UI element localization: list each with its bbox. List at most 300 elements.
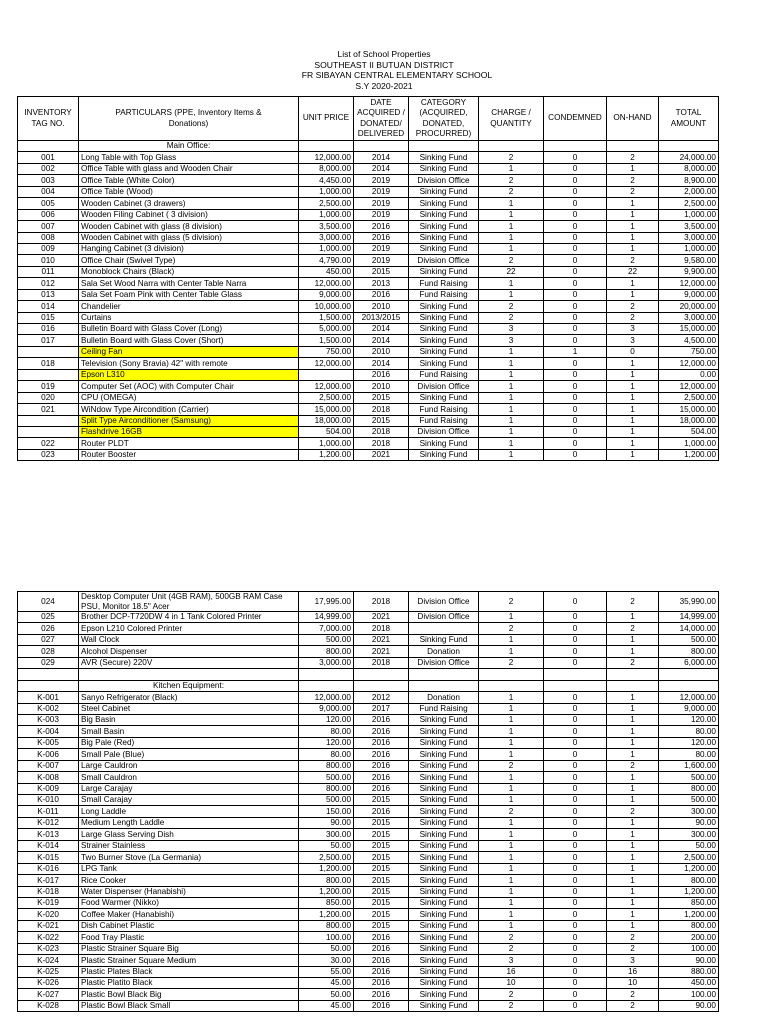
onhand-cell: 2 bbox=[607, 301, 659, 312]
tag-cell: K-027 bbox=[18, 989, 79, 1000]
date-cell: 2016 bbox=[354, 726, 409, 737]
particulars-cell: Wooden Cabinet with glass (8 division) bbox=[79, 221, 299, 232]
condemned-cell: 0 bbox=[544, 381, 607, 392]
unit-price-cell: 3,000.00 bbox=[299, 657, 354, 668]
unit-price-cell: 12,000.00 bbox=[299, 358, 354, 369]
particulars-cell: Steel Cabinet bbox=[79, 703, 299, 714]
tag-cell: K-011 bbox=[18, 806, 79, 817]
table-row bbox=[18, 289, 719, 300]
tag-cell: 005 bbox=[18, 198, 79, 209]
category-cell: Sinking Fund bbox=[409, 358, 479, 369]
date-cell: 2016 bbox=[354, 989, 409, 1000]
total-amount-cell: 300.00 bbox=[659, 806, 719, 817]
particulars-cell: Hanging Cabinet (3 division) bbox=[79, 243, 299, 254]
tag-cell: 008 bbox=[18, 232, 79, 243]
particulars-cell: Alcohol Dispenser bbox=[79, 646, 299, 657]
onhand-cell: 1 bbox=[607, 829, 659, 840]
unit-price-cell: 4,790.00 bbox=[299, 255, 354, 266]
date-cell: 2018 bbox=[354, 592, 409, 612]
total-amount-cell: 8,900.00 bbox=[659, 175, 719, 186]
quantity-cell: 1 bbox=[479, 289, 544, 300]
total-amount-cell: 90.00 bbox=[659, 1000, 719, 1011]
condemned-cell: 0 bbox=[544, 760, 607, 771]
date-cell: 2019 bbox=[354, 243, 409, 254]
particulars-cell: Plastic Plates Black bbox=[79, 966, 299, 977]
total-amount-cell: 50.00 bbox=[659, 840, 719, 851]
onhand-cell: 1 bbox=[607, 243, 659, 254]
condemned-cell: 0 bbox=[544, 243, 607, 254]
total-amount-cell: 800.00 bbox=[659, 875, 719, 886]
onhand-cell: 3 bbox=[607, 324, 659, 335]
category-cell: Sinking Fund bbox=[409, 243, 479, 254]
onhand-cell: 2 bbox=[607, 592, 659, 612]
table-row bbox=[18, 692, 719, 703]
condemned-cell: 0 bbox=[544, 358, 607, 369]
total-amount-cell: 90.00 bbox=[659, 955, 719, 966]
date-cell: 2019 bbox=[354, 209, 409, 220]
date-cell: 2021 bbox=[354, 449, 409, 460]
date-cell: 2015 bbox=[354, 829, 409, 840]
condemned-cell: 0 bbox=[544, 312, 607, 323]
quantity-cell: 1 bbox=[479, 863, 544, 874]
col-header-charge: CHARGE / QUANTITY bbox=[479, 97, 544, 141]
table-row bbox=[18, 415, 719, 426]
condemned-cell: 0 bbox=[544, 749, 607, 760]
onhand-cell: 1 bbox=[607, 209, 659, 220]
total-amount-cell: 120.00 bbox=[659, 714, 719, 725]
unit-price-cell: 14,999.00 bbox=[299, 612, 354, 623]
particulars-cell: Computer Set (AOC) with Computer Chair bbox=[79, 381, 299, 392]
unit-price-cell: 80.00 bbox=[299, 749, 354, 760]
quantity-cell: 1 bbox=[479, 209, 544, 220]
total-amount-cell: 1,000.00 bbox=[659, 243, 719, 254]
quantity-cell: 2 bbox=[479, 592, 544, 612]
total-amount-cell: 2,500.00 bbox=[659, 852, 719, 863]
total-amount-cell: 20,000.00 bbox=[659, 301, 719, 312]
date-cell: 2016 bbox=[354, 760, 409, 771]
table-row bbox=[18, 897, 719, 908]
unit-price-cell: 18,000.00 bbox=[299, 415, 354, 426]
table-row bbox=[18, 920, 719, 931]
total-amount-cell: 1,000.00 bbox=[659, 438, 719, 449]
onhand-cell: 1 bbox=[607, 646, 659, 657]
category-cell: Sinking Fund bbox=[409, 266, 479, 277]
total-amount-cell: 800.00 bbox=[659, 783, 719, 794]
tag-cell: 024 bbox=[18, 592, 79, 612]
onhand-cell: 1 bbox=[607, 920, 659, 931]
table-row bbox=[18, 829, 719, 840]
category-cell: Fund Raising bbox=[409, 415, 479, 426]
particulars-cell: Large Cauldron bbox=[79, 760, 299, 771]
condemned-cell: 0 bbox=[544, 955, 607, 966]
tag-cell: 007 bbox=[18, 221, 79, 232]
category-cell: Sinking Fund bbox=[409, 1000, 479, 1011]
tag-cell: K-024 bbox=[18, 955, 79, 966]
table-row bbox=[18, 646, 719, 657]
unit-price-cell: 800.00 bbox=[299, 875, 354, 886]
date-cell: 2016 bbox=[354, 806, 409, 817]
particulars-cell: Epson L310 bbox=[79, 369, 299, 380]
tag-cell: K-018 bbox=[18, 886, 79, 897]
quantity-cell: 16 bbox=[479, 966, 544, 977]
quantity-cell: 1 bbox=[479, 198, 544, 209]
unit-price-cell: 500.00 bbox=[299, 772, 354, 783]
unit-price-cell: 12,000.00 bbox=[299, 692, 354, 703]
total-amount-cell: 6,000.00 bbox=[659, 657, 719, 668]
onhand-cell: 1 bbox=[607, 772, 659, 783]
category-cell: Division Office bbox=[409, 175, 479, 186]
total-amount-cell: 100.00 bbox=[659, 989, 719, 1000]
tag-cell: K-026 bbox=[18, 978, 79, 989]
quantity-cell: 1 bbox=[479, 278, 544, 289]
particulars-cell: Big Pale (Red) bbox=[79, 737, 299, 748]
condemned-cell: 0 bbox=[544, 703, 607, 714]
condemned-cell: 0 bbox=[544, 978, 607, 989]
total-amount-cell: 9,580.00 bbox=[659, 255, 719, 266]
onhand-cell: 16 bbox=[607, 966, 659, 977]
quantity-cell: 1 bbox=[479, 243, 544, 254]
onhand-cell: 2 bbox=[607, 657, 659, 668]
quantity-cell: 22 bbox=[479, 266, 544, 277]
unit-price-cell: 1,200.00 bbox=[299, 863, 354, 874]
particulars-cell: Wall Clock bbox=[79, 634, 299, 645]
col-header-unit-price: UNIT PRICE bbox=[299, 97, 354, 141]
total-amount-cell: 2,000.00 bbox=[659, 186, 719, 197]
particulars-cell: Monoblock Chairs (Black) bbox=[79, 266, 299, 277]
category-cell: Sinking Fund bbox=[409, 772, 479, 783]
date-cell: 2016 bbox=[354, 932, 409, 943]
unit-price-cell: 120.00 bbox=[299, 737, 354, 748]
category-cell: Sinking Fund bbox=[409, 163, 479, 174]
table-row bbox=[18, 863, 719, 874]
total-amount-cell: 500.00 bbox=[659, 634, 719, 645]
quantity-cell: 1 bbox=[479, 415, 544, 426]
total-amount-cell: 2,500.00 bbox=[659, 198, 719, 209]
total-amount-cell: 1,200.00 bbox=[659, 449, 719, 460]
total-amount-cell: 100.00 bbox=[659, 943, 719, 954]
total-amount-cell: 35,990.00 bbox=[659, 592, 719, 612]
col-header-date: DATE ACQUIRED / DONATED/ DELIVERED bbox=[354, 97, 409, 141]
category-cell: Sinking Fund bbox=[409, 955, 479, 966]
particulars-cell: Water Dispenser (Hanabishi) bbox=[79, 886, 299, 897]
quantity-cell: 1 bbox=[479, 634, 544, 645]
condemned-cell: 0 bbox=[544, 897, 607, 908]
condemned-cell: 0 bbox=[544, 966, 607, 977]
particulars-cell: Food Warmer (Nikko) bbox=[79, 897, 299, 908]
total-amount-cell: 3,000.00 bbox=[659, 312, 719, 323]
onhand-cell: 2 bbox=[607, 623, 659, 634]
date-cell: 2018 bbox=[354, 404, 409, 415]
particulars-cell: Medium Length Laddle bbox=[79, 817, 299, 828]
tag-cell: K-016 bbox=[18, 863, 79, 874]
tag-cell: 003 bbox=[18, 175, 79, 186]
table-row bbox=[18, 404, 719, 415]
total-amount-cell: 450.00 bbox=[659, 978, 719, 989]
section-row bbox=[18, 141, 719, 152]
category-cell: Sinking Fund bbox=[409, 392, 479, 403]
table-row bbox=[18, 852, 719, 863]
unit-price-cell: 450.00 bbox=[299, 266, 354, 277]
table-row bbox=[18, 840, 719, 851]
quantity-cell: 1 bbox=[479, 817, 544, 828]
unit-price-cell: 150.00 bbox=[299, 806, 354, 817]
particulars-cell: Plastic Platito Black bbox=[79, 978, 299, 989]
unit-price-cell: 1,200.00 bbox=[299, 449, 354, 460]
particulars-cell: Long Laddle bbox=[79, 806, 299, 817]
tag-cell: K-017 bbox=[18, 875, 79, 886]
onhand-cell: 1 bbox=[607, 897, 659, 908]
date-cell: 2016 bbox=[354, 737, 409, 748]
quantity-cell: 10 bbox=[479, 978, 544, 989]
total-amount-cell: 9,000.00 bbox=[659, 289, 719, 300]
tag-cell: 017 bbox=[18, 335, 79, 346]
quantity-cell: 1 bbox=[479, 795, 544, 806]
category-cell: Division Office bbox=[409, 381, 479, 392]
quantity-cell: 1 bbox=[479, 438, 544, 449]
header-title: List of School Properties bbox=[337, 49, 431, 59]
onhand-cell: 2 bbox=[607, 943, 659, 954]
table-header-row bbox=[18, 97, 719, 141]
date-cell: 2016 bbox=[354, 978, 409, 989]
quantity-cell: 2 bbox=[479, 989, 544, 1000]
total-amount-cell: 800.00 bbox=[659, 646, 719, 657]
condemned-cell: 0 bbox=[544, 612, 607, 623]
quantity-cell: 1 bbox=[479, 783, 544, 794]
onhand-cell: 1 bbox=[607, 426, 659, 437]
table-row bbox=[18, 1000, 719, 1011]
onhand-cell: 10 bbox=[607, 978, 659, 989]
table-row bbox=[18, 714, 719, 725]
header-district: SOUTHEAST II BUTUAN DISTRICT bbox=[314, 59, 454, 70]
table-row bbox=[18, 886, 719, 897]
condemned-cell: 0 bbox=[544, 852, 607, 863]
quantity-cell: 1 bbox=[479, 840, 544, 851]
category-cell: Fund Raising bbox=[409, 369, 479, 380]
onhand-cell: 1 bbox=[607, 726, 659, 737]
particulars-cell: Wooden Filing Cabinet ( 3 division) bbox=[79, 209, 299, 220]
quantity-cell: 1 bbox=[479, 369, 544, 380]
table-row bbox=[18, 657, 719, 668]
onhand-cell: 1 bbox=[607, 221, 659, 232]
condemned-cell: 0 bbox=[544, 909, 607, 920]
tag-cell: K-010 bbox=[18, 795, 79, 806]
unit-price-cell: 800.00 bbox=[299, 783, 354, 794]
particulars-cell: Split Type Airconditioner (Samsung) bbox=[79, 415, 299, 426]
tag-cell bbox=[18, 426, 79, 437]
table-row bbox=[18, 989, 719, 1000]
tag-cell: K-001 bbox=[18, 692, 79, 703]
tag-cell: 001 bbox=[18, 152, 79, 163]
tag-cell: K-007 bbox=[18, 760, 79, 771]
unit-price-cell: 300.00 bbox=[299, 829, 354, 840]
category-cell: Donation bbox=[409, 692, 479, 703]
date-cell: 2015 bbox=[354, 920, 409, 931]
onhand-cell: 1 bbox=[607, 289, 659, 300]
particulars-cell: Long Table with Top Glass bbox=[79, 152, 299, 163]
category-cell: Sinking Fund bbox=[409, 312, 479, 323]
condemned-cell: 0 bbox=[544, 221, 607, 232]
condemned-cell: 0 bbox=[544, 692, 607, 703]
unit-price-cell: 850.00 bbox=[299, 897, 354, 908]
table-row bbox=[18, 346, 719, 357]
tag-cell: 004 bbox=[18, 186, 79, 197]
table-row bbox=[18, 358, 719, 369]
particulars-cell: WiNdow Type Aircondition (Carrier) bbox=[79, 404, 299, 415]
tag-cell: 006 bbox=[18, 209, 79, 220]
particulars-cell: Desktop Computer Unit (4GB RAM), 500GB RAM Case PSU, Monitor 18.5" Acer bbox=[79, 592, 299, 612]
condemned-cell: 0 bbox=[544, 989, 607, 1000]
onhand-cell: 1 bbox=[607, 795, 659, 806]
section-row bbox=[18, 680, 719, 691]
quantity-cell: 1 bbox=[479, 358, 544, 369]
particulars-cell: Chandelier bbox=[79, 301, 299, 312]
category-cell: Sinking Fund bbox=[409, 966, 479, 977]
particulars-cell: LPG Tank bbox=[79, 863, 299, 874]
unit-price-cell: 800.00 bbox=[299, 646, 354, 657]
category-cell: Sinking Fund bbox=[409, 817, 479, 828]
quantity-cell: 3 bbox=[479, 335, 544, 346]
particulars-cell: Large Carajay bbox=[79, 783, 299, 794]
table-row bbox=[18, 932, 719, 943]
unit-price-cell: 80.00 bbox=[299, 726, 354, 737]
date-cell: 2015 bbox=[354, 817, 409, 828]
table-row bbox=[18, 278, 719, 289]
category-cell: Division Office bbox=[409, 657, 479, 668]
particulars-cell: Wooden Cabinet with glass (5 division) bbox=[79, 232, 299, 243]
condemned-cell: 0 bbox=[544, 392, 607, 403]
unit-price-cell: 45.00 bbox=[299, 1000, 354, 1011]
date-cell: 2014 bbox=[354, 163, 409, 174]
category-cell bbox=[409, 623, 479, 634]
quantity-cell: 2 bbox=[479, 175, 544, 186]
tag-cell: K-020 bbox=[18, 909, 79, 920]
category-cell: Fund Raising bbox=[409, 289, 479, 300]
condemned-cell: 0 bbox=[544, 426, 607, 437]
condemned-cell: 0 bbox=[544, 186, 607, 197]
table-row bbox=[18, 909, 719, 920]
table-row bbox=[18, 978, 719, 989]
quantity-cell: 1 bbox=[479, 703, 544, 714]
unit-price-cell: 800.00 bbox=[299, 920, 354, 931]
header-school: FR SIBAYAN CENTRAL ELEMENTARY SCHOOL bbox=[301, 70, 493, 81]
table-row bbox=[18, 760, 719, 771]
condemned-cell: 0 bbox=[544, 886, 607, 897]
unit-price-cell: 50.00 bbox=[299, 943, 354, 954]
tag-cell: K-019 bbox=[18, 897, 79, 908]
tag-cell bbox=[18, 369, 79, 380]
category-cell: Fund Raising bbox=[409, 278, 479, 289]
particulars-cell: Plastic Strainer Square Medium bbox=[79, 955, 299, 966]
table-row bbox=[18, 806, 719, 817]
unit-price-cell: 1,500.00 bbox=[299, 312, 354, 323]
category-cell: Fund Raising bbox=[409, 703, 479, 714]
category-cell: Sinking Fund bbox=[409, 152, 479, 163]
condemned-cell: 0 bbox=[544, 920, 607, 931]
onhand-cell: 1 bbox=[607, 840, 659, 851]
category-cell: Sinking Fund bbox=[409, 886, 479, 897]
total-amount-cell: 750.00 bbox=[659, 346, 719, 357]
quantity-cell: 2 bbox=[479, 312, 544, 323]
condemned-cell: 0 bbox=[544, 795, 607, 806]
date-cell: 2016 bbox=[354, 955, 409, 966]
onhand-cell: 1 bbox=[607, 415, 659, 426]
date-cell: 2019 bbox=[354, 198, 409, 209]
date-cell: 2010 bbox=[354, 381, 409, 392]
unit-price-cell: 100.00 bbox=[299, 932, 354, 943]
category-cell: Sinking Fund bbox=[409, 978, 479, 989]
total-amount-cell: 1,000.00 bbox=[659, 209, 719, 220]
tag-cell: K-003 bbox=[18, 714, 79, 725]
col-header-condemned: CONDEMNED bbox=[544, 97, 607, 141]
particulars-cell: Bulletin Board with Glass Cover (Long) bbox=[79, 324, 299, 335]
condemned-cell: 0 bbox=[544, 592, 607, 612]
date-cell: 2014 bbox=[354, 152, 409, 163]
table-row bbox=[18, 209, 719, 220]
date-cell: 2021 bbox=[354, 634, 409, 645]
date-cell: 2016 bbox=[354, 221, 409, 232]
date-cell: 2015 bbox=[354, 840, 409, 851]
unit-price-cell: 12,000.00 bbox=[299, 381, 354, 392]
col-header-total: TOTAL AMOUNT bbox=[659, 97, 719, 141]
tag-cell: K-008 bbox=[18, 772, 79, 783]
date-cell: 2015 bbox=[354, 266, 409, 277]
onhand-cell: 1 bbox=[607, 749, 659, 760]
unit-price-cell: 50.00 bbox=[299, 840, 354, 851]
onhand-cell: 1 bbox=[607, 909, 659, 920]
unit-price-cell: 2,500.00 bbox=[299, 852, 354, 863]
particulars-cell: Plastic Strainer Square Big bbox=[79, 943, 299, 954]
date-cell: 2013/2015 bbox=[354, 312, 409, 323]
tag-cell: 002 bbox=[18, 163, 79, 174]
particulars-cell: Coffee Maker (Hanabishi) bbox=[79, 909, 299, 920]
unit-price-cell: 800.00 bbox=[299, 760, 354, 771]
unit-price-cell bbox=[299, 369, 354, 380]
table-row bbox=[18, 426, 719, 437]
unit-price-cell: 1,200.00 bbox=[299, 909, 354, 920]
table-row bbox=[18, 795, 719, 806]
condemned-cell: 0 bbox=[544, 175, 607, 186]
onhand-cell: 22 bbox=[607, 266, 659, 277]
particulars-cell: Sala Set Foam Pink with Center Table Glass bbox=[79, 289, 299, 300]
onhand-cell: 1 bbox=[607, 863, 659, 874]
quantity-cell: 1 bbox=[479, 404, 544, 415]
category-cell: Sinking Fund bbox=[409, 232, 479, 243]
particulars-cell: Brother DCP-T720DW 4 in 1 Tank Colored Printer bbox=[79, 612, 299, 623]
table-row bbox=[18, 301, 719, 312]
tag-cell: 012 bbox=[18, 278, 79, 289]
category-cell: Sinking Fund bbox=[409, 449, 479, 460]
tag-cell: 026 bbox=[18, 623, 79, 634]
particulars-cell: Office Table with glass and Wooden Chair bbox=[79, 163, 299, 174]
particulars-cell: Small Basin bbox=[79, 726, 299, 737]
particulars-cell: Dish Cabinet Plastic bbox=[79, 920, 299, 931]
total-amount-cell: 504.00 bbox=[659, 426, 719, 437]
category-cell: Sinking Fund bbox=[409, 829, 479, 840]
date-cell: 2021 bbox=[354, 612, 409, 623]
condemned-cell: 0 bbox=[544, 772, 607, 783]
unit-price-cell: 3,000.00 bbox=[299, 232, 354, 243]
condemned-cell: 0 bbox=[544, 806, 607, 817]
total-amount-cell: 300.00 bbox=[659, 829, 719, 840]
table-row bbox=[18, 198, 719, 209]
table-row bbox=[18, 749, 719, 760]
unit-price-cell: 2,500.00 bbox=[299, 198, 354, 209]
date-cell: 2015 bbox=[354, 909, 409, 920]
blank-row bbox=[18, 669, 719, 680]
condemned-cell: 0 bbox=[544, 278, 607, 289]
properties-table-main bbox=[17, 96, 719, 461]
date-cell: 2019 bbox=[354, 186, 409, 197]
